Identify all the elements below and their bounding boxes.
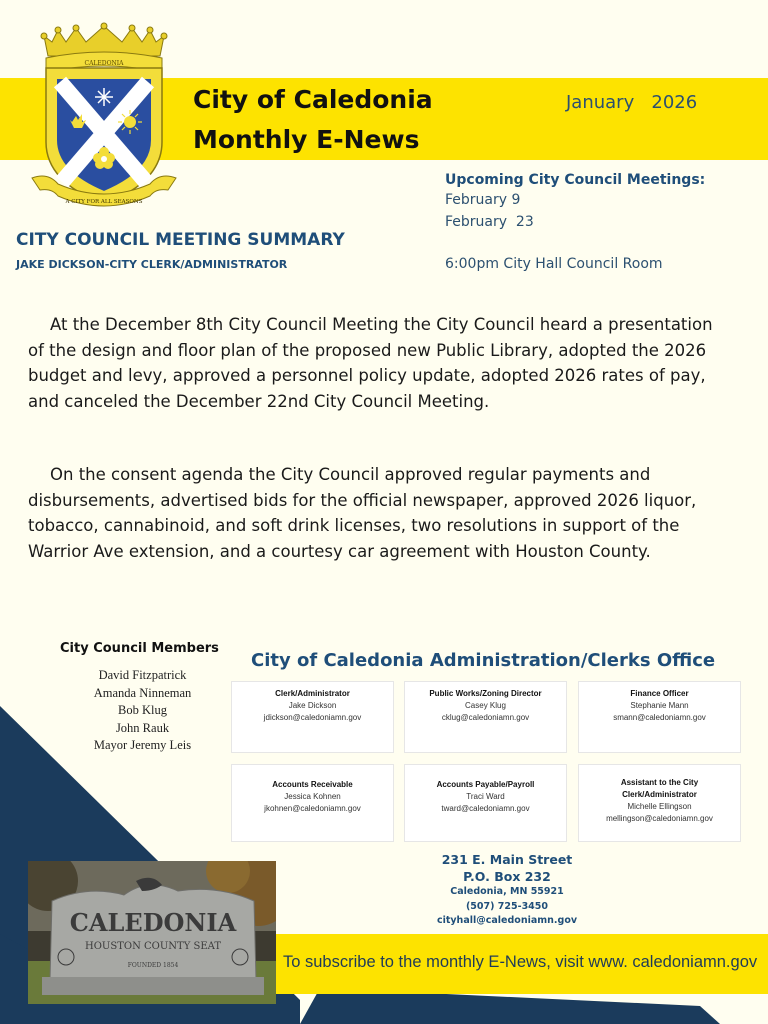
- staff-role: Finance Officer: [630, 689, 689, 698]
- meeting-date-2: February 23: [445, 214, 534, 230]
- staff-role: Public Works/Zoning Director: [429, 689, 542, 698]
- staff-name: Traci Ward: [466, 792, 505, 801]
- meeting-date-1: February 9: [445, 192, 521, 208]
- council-members-list: [60, 667, 225, 755]
- staff-email[interactable]: mellingson@caledoniamn.gov: [606, 814, 713, 823]
- subscribe-text[interactable]: To subscribe to the monthly E-News, visit www. caledoniamn.gov: [283, 953, 758, 971]
- address-phone[interactable]: (507) 725-3450: [465, 901, 549, 912]
- staff-name: Jake Dickson: [288, 701, 337, 710]
- staff-role: Accounts Receivable: [272, 780, 353, 789]
- staff-role: Clerk/Administrator: [275, 689, 350, 698]
- summary-byline: JAKE DICKSON-CITY CLERK/ADMINISTRATOR: [16, 258, 288, 271]
- staff-name: Jessica Kohnen: [284, 792, 341, 801]
- sign-subtitle: HOUSTON COUNTY SEAT: [85, 941, 221, 952]
- staff-card: [231, 681, 394, 753]
- staff-email[interactable]: jkohnen@caledoniamn.gov: [264, 804, 361, 813]
- sign-founded: FOUNDED 1854: [127, 962, 179, 969]
- staff-name: Michelle Ellingson: [627, 802, 692, 811]
- council-members-title: City Council Members: [60, 641, 219, 656]
- council-member: Amanda Ninneman: [93, 685, 192, 700]
- sign-name: CALEDONIA: [69, 908, 237, 937]
- staff-email[interactable]: jdickson@caledoniamn.gov: [263, 713, 362, 722]
- address-po-box: P.O. Box 232: [463, 869, 551, 884]
- staff-card: [578, 681, 741, 753]
- address-email[interactable]: cityhall@caledoniamn.gov: [436, 915, 578, 926]
- staff-name: Stephanie Mann: [630, 701, 689, 710]
- council-member: David Fitzpatrick: [98, 668, 187, 682]
- staff-name: Casey Klug: [465, 701, 506, 710]
- meeting-time-place: 6:00pm City Hall Council Room: [445, 256, 663, 272]
- staff-email[interactable]: tward@caledoniamn.gov: [441, 804, 530, 813]
- issue-date: January 2026: [566, 92, 698, 113]
- address-city: Caledonia, MN 55921: [450, 886, 564, 897]
- caledonia-sign-photo: [28, 861, 276, 1004]
- admin-office-title: City of Caledonia Administration/Clerks Office: [251, 650, 716, 671]
- council-member: John Rauk: [115, 720, 170, 735]
- council-member: Mayor Jeremy Leis: [93, 738, 192, 752]
- title-line-2: Monthly E-News: [193, 125, 420, 154]
- title-line-1: City of Caledonia: [193, 85, 433, 114]
- staff-role: Accounts Payable/Payroll: [436, 780, 535, 789]
- staff-card: [404, 764, 567, 842]
- staff-card: [404, 681, 567, 753]
- staff-card: [231, 764, 394, 842]
- staff-role: Assistant to the City Clerk/Administrator: [620, 778, 699, 799]
- staff-email[interactable]: smann@caledoniamn.gov: [613, 713, 706, 722]
- meetings-heading: Upcoming City Council Meetings:: [445, 172, 706, 188]
- staff-email[interactable]: cklug@caledoniamn.gov: [441, 713, 530, 722]
- crest-top-text: CALEDONIA: [84, 60, 124, 67]
- summary-title: CITY COUNCIL MEETING SUMMARY: [16, 230, 345, 250]
- address-street: 231 E. Main Street: [441, 852, 573, 867]
- summary-paragraph-1: At the December 8th City Council Meeting the City Council heard a presentation of the design and floor plan of the proposed new Public Library, adopted the 2026 budget and levy, approved a personnel policy update, adopted 2026 rates of pay, and canceled the December 22nd City Council Meeting.: [28, 315, 713, 411]
- staff-card: [578, 764, 741, 842]
- summary-paragraph-2: On the consent agenda the City Council approved regular payments and disbursements, advertised bids for the official newspaper, approved 2026 liquor, tobacco, cannabinoid, and soft drink licenses, two resolutions in support of the Warrior Ave extension, and a courtesy car agreement with Houston County.: [28, 465, 697, 561]
- council-member: Bob Klug: [118, 703, 167, 717]
- city-crest-logo: [28, 22, 180, 218]
- newsletter-title: [193, 80, 433, 160]
- crest-motto-text: A CITY FOR ALL SEASONS: [65, 199, 143, 205]
